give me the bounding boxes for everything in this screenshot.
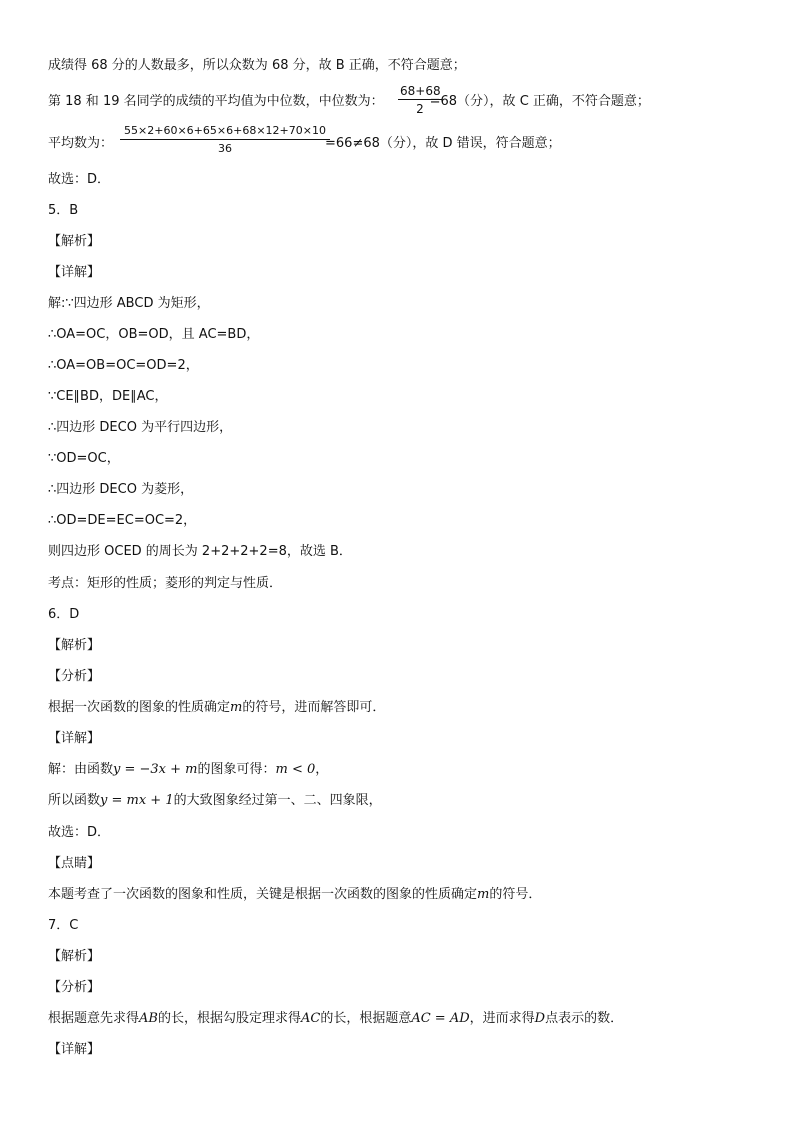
- text-segment: =68（分），故 C 正确，不符合题意；: [429, 94, 650, 109]
- section-heading: 【详解】: [48, 731, 101, 746]
- text-segment: 根据一次函数的图象的性质确定: [48, 700, 231, 715]
- section-heading: 【解析】: [48, 949, 101, 964]
- text-segment: 平均数为：: [48, 136, 114, 151]
- text-line: 解:∵四边形 ABCD 为矩形，: [48, 296, 210, 311]
- question-number: 5．B: [48, 203, 79, 218]
- section-heading: 【解析】: [48, 638, 101, 653]
- math-expression: y = mx + 1: [100, 793, 174, 808]
- text-line: 则四边形 OCED 的周长为 2+2+2+2=8，故选 B．: [48, 544, 352, 559]
- median-line: [48, 94, 650, 110]
- text-segment: 的长，根据题意: [320, 1011, 412, 1026]
- text-segment: 的符号，进而解答即可．: [242, 700, 386, 715]
- math-expression: m < 0: [275, 762, 316, 777]
- text-line: ∴四边形 DECO 为菱形，: [48, 482, 194, 497]
- math-variable: m: [477, 887, 490, 902]
- text-line: ∵OD=OC，: [48, 451, 120, 466]
- fraction-median: [398, 84, 442, 116]
- fraction-denominator: 2: [416, 102, 424, 116]
- text-line: [48, 793, 382, 809]
- question-number: 7．C: [48, 918, 79, 933]
- math-variable: AB: [139, 1011, 158, 1026]
- text-line: 故选：D．: [48, 825, 111, 840]
- section-heading: 【分析】: [48, 980, 101, 995]
- text-line: [48, 762, 328, 778]
- text-segment: 点表示的数．: [545, 1011, 624, 1026]
- section-heading: 【详解】: [48, 1042, 101, 1057]
- fraction-numerator: 55×2+60×6+65×6+68×12+70×10: [124, 124, 326, 137]
- text-segment: 本题考查了一次函数的图象和性质，关键是根据一次函数的图象的性质确定: [48, 887, 478, 902]
- text-line: [48, 1011, 623, 1027]
- math-expression: AC = AD: [411, 1011, 470, 1026]
- section-heading: 【解析】: [48, 234, 101, 249]
- text-segment: ，进而求得: [469, 1011, 535, 1026]
- section-heading: 【详解】: [48, 265, 101, 280]
- text-segment: 根据题意先求得: [48, 1011, 140, 1026]
- text-segment: 的符号．: [489, 887, 542, 902]
- text-segment: ，: [315, 762, 329, 777]
- text-segment: 解：由函数: [48, 762, 114, 777]
- text-line: ∵CE∥BD，DE∥AC，: [48, 389, 168, 404]
- text-line: [48, 887, 541, 903]
- question-number: 6．D: [48, 607, 80, 622]
- math-variable: AC: [300, 1011, 321, 1026]
- math-variable: D: [534, 1011, 546, 1026]
- math-variable: m: [230, 700, 243, 715]
- fraction-bar: [398, 99, 442, 100]
- text-segment: 的大致图象经过第一、二、四象限，: [173, 793, 382, 808]
- text-line: ∴OA=OC，OB=OD，且 AC=BD，: [48, 327, 260, 342]
- text-line: ∴四边形 DECO 为平行四边形，: [48, 420, 233, 435]
- fraction-bar: [120, 139, 330, 140]
- math-expression: y = −3x + m: [113, 762, 198, 777]
- fraction-mean: [120, 124, 330, 156]
- fraction-numerator: 68+68: [400, 84, 441, 98]
- text-line: 考点：矩形的性质；菱形的判定与性质．: [48, 576, 283, 591]
- text-line: ∴OA=OB=OC=OD=2，: [48, 358, 199, 373]
- text-segment: 所以函数: [48, 793, 101, 808]
- section-heading: 【分析】: [48, 669, 101, 684]
- section-heading: 【点睛】: [48, 856, 101, 871]
- text-line: ∴OD=DE=EC=OC=2，: [48, 513, 197, 528]
- text-line: 成绩得 68 分的人数最多，所以众数为 68 分，故 B 正确，不符合题意；: [48, 58, 466, 73]
- text-segment: 的长，根据勾股定理求得: [157, 1011, 301, 1026]
- text-segment: =66≠68（分），故 D 错误，符合题意；: [325, 136, 561, 151]
- text-line: 故选：D．: [48, 172, 111, 187]
- fraction-denominator: 36: [218, 142, 232, 155]
- text-segment: 第 18 和 19 名同学的成绩的平均值为中位数，中位数为：: [48, 94, 384, 109]
- text-line: [48, 700, 385, 716]
- text-segment: 的图象可得：: [197, 762, 276, 777]
